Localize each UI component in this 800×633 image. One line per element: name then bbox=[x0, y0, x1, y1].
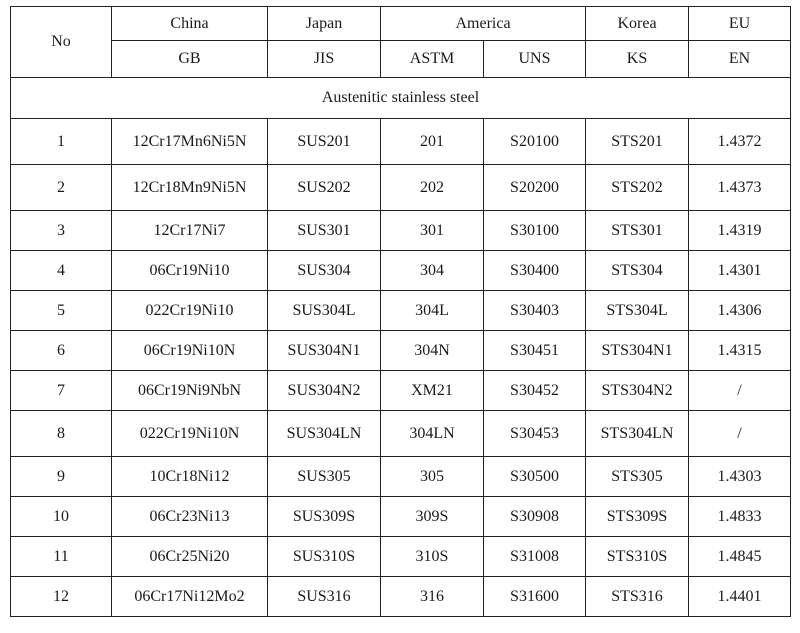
table-row bbox=[11, 577, 791, 617]
cell-no: 12 bbox=[11, 577, 112, 617]
table-row bbox=[11, 411, 791, 457]
table-row bbox=[11, 251, 791, 291]
cell-uns: S31600 bbox=[484, 577, 586, 617]
cell-uns: S30452 bbox=[484, 371, 586, 411]
header-row-countries bbox=[11, 7, 791, 41]
header-uns: UNS bbox=[484, 41, 586, 78]
cell-uns: S20200 bbox=[484, 165, 586, 211]
cell-astm: 304L bbox=[381, 291, 484, 331]
cell-uns: S31008 bbox=[484, 537, 586, 577]
cell-jis: SUS304LN bbox=[268, 411, 381, 457]
header-en: EN bbox=[689, 41, 791, 78]
cell-en: 1.4315 bbox=[689, 331, 791, 371]
header-china: China bbox=[112, 7, 268, 41]
steel-grade-comparison-table bbox=[10, 6, 791, 617]
cell-gb: 06Cr17Ni12Mo2 bbox=[112, 577, 268, 617]
cell-uns: S30403 bbox=[484, 291, 586, 331]
cell-gb: 06Cr19Ni10 bbox=[112, 251, 268, 291]
header-korea: Korea bbox=[586, 7, 689, 41]
cell-no: 1 bbox=[11, 119, 112, 165]
cell-gb: 06Cr19Ni9NbN bbox=[112, 371, 268, 411]
cell-astm: 301 bbox=[381, 211, 484, 251]
table-row bbox=[11, 165, 791, 211]
cell-astm: 309S bbox=[381, 497, 484, 537]
cell-en: / bbox=[689, 411, 791, 457]
cell-astm: 304 bbox=[381, 251, 484, 291]
cell-ks: STS305 bbox=[586, 457, 689, 497]
cell-ks: STS304N1 bbox=[586, 331, 689, 371]
cell-astm: XM21 bbox=[381, 371, 484, 411]
table-row bbox=[11, 537, 791, 577]
cell-en: 1.4303 bbox=[689, 457, 791, 497]
cell-gb: 12Cr17Mn6Ni5N bbox=[112, 119, 268, 165]
header-row-standards bbox=[11, 41, 791, 78]
header-eu: EU bbox=[689, 7, 791, 41]
cell-en: 1.4319 bbox=[689, 211, 791, 251]
table-row bbox=[11, 119, 791, 165]
cell-no: 6 bbox=[11, 331, 112, 371]
table-row bbox=[11, 371, 791, 411]
section-row bbox=[11, 78, 791, 119]
cell-uns: S30908 bbox=[484, 497, 586, 537]
cell-en: 1.4833 bbox=[689, 497, 791, 537]
cell-jis: SUS202 bbox=[268, 165, 381, 211]
cell-no: 3 bbox=[11, 211, 112, 251]
cell-en: / bbox=[689, 371, 791, 411]
cell-ks: STS309S bbox=[586, 497, 689, 537]
cell-uns: S30500 bbox=[484, 457, 586, 497]
cell-uns: S30100 bbox=[484, 211, 586, 251]
cell-no: 10 bbox=[11, 497, 112, 537]
header-japan: Japan bbox=[268, 7, 381, 41]
header-no: No bbox=[11, 7, 112, 78]
cell-no: 8 bbox=[11, 411, 112, 457]
cell-gb: 10Cr18Ni12 bbox=[112, 457, 268, 497]
cell-astm: 305 bbox=[381, 457, 484, 497]
cell-gb: 022Cr19Ni10 bbox=[112, 291, 268, 331]
header-america: America bbox=[381, 7, 586, 41]
header-gb: GB bbox=[112, 41, 268, 78]
cell-gb: 022Cr19Ni10N bbox=[112, 411, 268, 457]
cell-no: 9 bbox=[11, 457, 112, 497]
cell-astm: 310S bbox=[381, 537, 484, 577]
cell-gb: 06Cr23Ni13 bbox=[112, 497, 268, 537]
cell-astm: 304LN bbox=[381, 411, 484, 457]
cell-gb: 06Cr19Ni10N bbox=[112, 331, 268, 371]
cell-astm: 304N bbox=[381, 331, 484, 371]
table-row bbox=[11, 497, 791, 537]
cell-no: 5 bbox=[11, 291, 112, 331]
cell-jis: SUS309S bbox=[268, 497, 381, 537]
cell-gb: 12Cr18Mn9Ni5N bbox=[112, 165, 268, 211]
cell-ks: STS202 bbox=[586, 165, 689, 211]
cell-en: 1.4306 bbox=[689, 291, 791, 331]
cell-jis: SUS201 bbox=[268, 119, 381, 165]
header-astm: ASTM bbox=[381, 41, 484, 78]
cell-en: 1.4372 bbox=[689, 119, 791, 165]
cell-ks: STS304L bbox=[586, 291, 689, 331]
cell-astm: 316 bbox=[381, 577, 484, 617]
cell-jis: SUS310S bbox=[268, 537, 381, 577]
cell-ks: STS301 bbox=[586, 211, 689, 251]
cell-jis: SUS316 bbox=[268, 577, 381, 617]
table-row bbox=[11, 457, 791, 497]
cell-astm: 202 bbox=[381, 165, 484, 211]
header-jis: JIS bbox=[268, 41, 381, 78]
cell-jis: SUS304L bbox=[268, 291, 381, 331]
cell-jis: SUS304 bbox=[268, 251, 381, 291]
cell-uns: S30451 bbox=[484, 331, 586, 371]
table-row bbox=[11, 331, 791, 371]
cell-jis: SUS301 bbox=[268, 211, 381, 251]
cell-jis: SUS304N1 bbox=[268, 331, 381, 371]
cell-en: 1.4301 bbox=[689, 251, 791, 291]
cell-astm: 201 bbox=[381, 119, 484, 165]
cell-uns: S30453 bbox=[484, 411, 586, 457]
header-ks: KS bbox=[586, 41, 689, 78]
cell-jis: SUS305 bbox=[268, 457, 381, 497]
cell-en: 1.4401 bbox=[689, 577, 791, 617]
cell-gb: 06Cr25Ni20 bbox=[112, 537, 268, 577]
cell-en: 1.4373 bbox=[689, 165, 791, 211]
cell-no: 2 bbox=[11, 165, 112, 211]
section-title: Austenitic stainless steel bbox=[11, 78, 791, 119]
cell-ks: STS304N2 bbox=[586, 371, 689, 411]
cell-ks: STS310S bbox=[586, 537, 689, 577]
cell-ks: STS304 bbox=[586, 251, 689, 291]
cell-no: 4 bbox=[11, 251, 112, 291]
cell-no: 7 bbox=[11, 371, 112, 411]
cell-no: 11 bbox=[11, 537, 112, 577]
cell-ks: STS304LN bbox=[586, 411, 689, 457]
cell-ks: STS316 bbox=[586, 577, 689, 617]
cell-en: 1.4845 bbox=[689, 537, 791, 577]
cell-uns: S30400 bbox=[484, 251, 586, 291]
cell-jis: SUS304N2 bbox=[268, 371, 381, 411]
table-row bbox=[11, 211, 791, 251]
cell-gb: 12Cr17Ni7 bbox=[112, 211, 268, 251]
cell-uns: S20100 bbox=[484, 119, 586, 165]
cell-ks: STS201 bbox=[586, 119, 689, 165]
table-row bbox=[11, 291, 791, 331]
